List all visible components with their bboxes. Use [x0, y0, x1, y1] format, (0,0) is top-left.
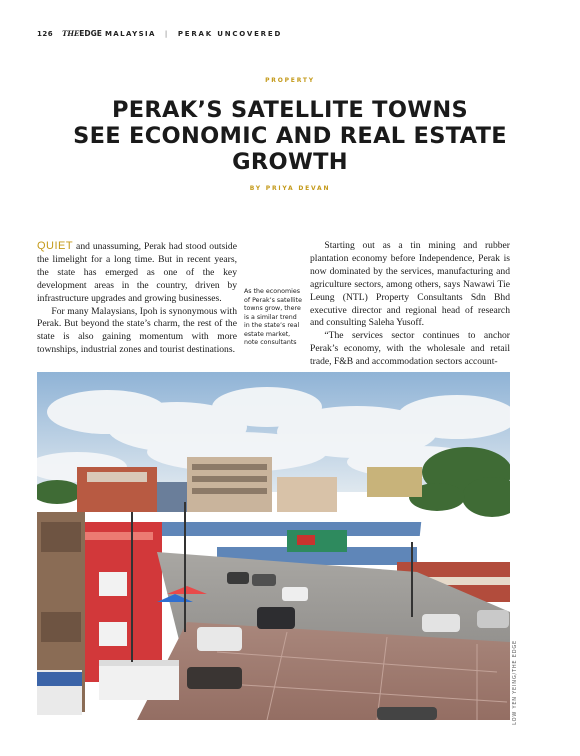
publication-logo-country: MALAYSIA	[104, 29, 156, 38]
pull-quote: As the economies of Perak’s satellite towns grow, there is a similar trend in the state’s real estate market, note consultants	[244, 288, 302, 346]
article-headline	[30, 97, 550, 175]
market-roof	[130, 522, 421, 536]
article-byline: BY PRIYA DEVAN	[249, 185, 331, 192]
article-photo	[37, 372, 510, 720]
paragraph-text: and unassuming, Perak had stood outside the limelight for a long time. But in recent years, the state has emerged as one of the key development areas in the country, driven by infrastructure upgrades and growing businesses.	[37, 241, 237, 304]
headline-line: GROWTH	[232, 149, 348, 175]
body-paragraph: For many Malaysians, Ipoh is synonymous with Perak. But beyond the state’s charm, the rest of the state is also gaining momentum with more townships, industrial zones and tourist destinations.	[37, 305, 237, 356]
town-street-photo	[37, 372, 510, 720]
section-name: PERAK UNCOVERED	[177, 29, 283, 38]
article-category: PROPERTY	[265, 77, 315, 84]
body-paragraph: “The services sector continues to anchor Perak’s economy, with the wholesale and retail trade, F&B and accommodation sectors account-	[310, 330, 510, 368]
page-number: 126	[37, 29, 54, 38]
headline-line: PERAK’S SATELLITE TOWNS	[111, 97, 469, 123]
body-paragraph	[37, 240, 237, 306]
body-column-right	[310, 240, 510, 369]
header-separator: |	[164, 29, 169, 38]
publication-logo-the: THE	[62, 29, 80, 38]
body-column-left	[37, 240, 237, 357]
drop-cap-word: QUIET	[37, 240, 74, 252]
photo-credit: LOW YEN YEING/THE EDGE	[512, 640, 518, 725]
body-paragraph: Starting out as a tin mining and rubber plantation economy before Independence, Perak is now dominated by the services, manufacturing and agriculture sectors, among others, says Nawawi Tie Leung (NTL) Property Consultants Sdn Bhd executive director and regional head of research and consulting Saleha Yusoff.	[310, 240, 510, 329]
running-header	[37, 29, 282, 38]
headline-line: SEE ECONOMIC AND REAL ESTATE	[73, 123, 507, 149]
publication-logo-edge: EDGE	[79, 29, 102, 38]
